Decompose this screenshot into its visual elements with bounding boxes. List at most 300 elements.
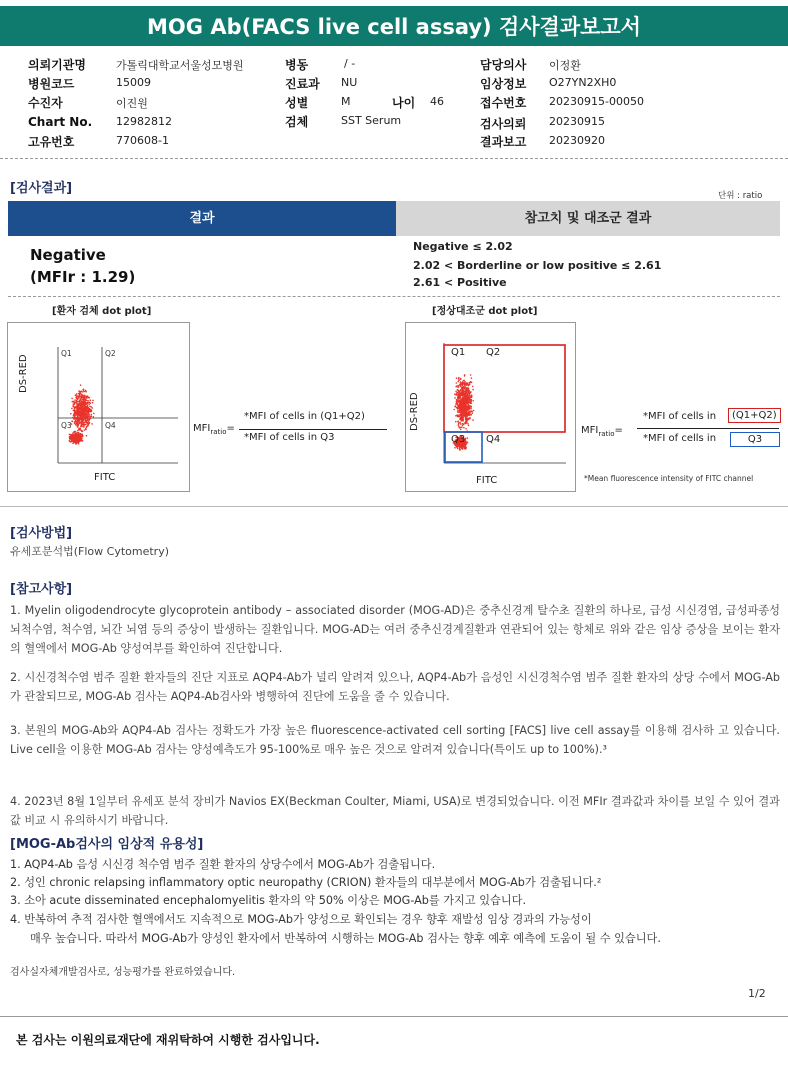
dot-point [87, 415, 89, 417]
reference-column-header: 참고치 및 대조군 결과 [396, 201, 780, 236]
label-ward: 병동 [285, 58, 309, 72]
control-fraction-bar [637, 428, 779, 429]
dot-point [89, 418, 91, 420]
dot-point [457, 416, 459, 418]
dot-point [470, 381, 472, 383]
dot-point [75, 407, 77, 409]
dot-point [456, 399, 458, 401]
dot-point [467, 414, 469, 416]
dot-point [464, 394, 466, 396]
dot-point [468, 392, 470, 394]
patient-q3-label: Q3 [61, 421, 72, 430]
dot-point [86, 414, 88, 416]
dot-point [472, 412, 474, 414]
dot-point [456, 402, 458, 404]
dot-point [462, 404, 464, 406]
dot-point [78, 411, 80, 413]
dot-point [472, 386, 474, 388]
value-department: NU [341, 76, 358, 89]
dot-point [471, 396, 473, 398]
dot-point [458, 391, 460, 393]
clinical-item-4-continued: 매우 높습니다. 따라서 MOG-Ab가 양성인 환자에서 반복하여 시행하는 MOG-Ab 검사는 향후 예후 예측에 도움이 될 수 있습니다. [30, 932, 661, 945]
dot-point [80, 398, 82, 400]
unit-label: 단위 : ratio [718, 191, 763, 201]
dot-point [457, 390, 459, 392]
label-department: 진료과 [285, 77, 320, 91]
note-item-3: 3. 본원의 MOG-Ab와 AQP4-Ab 검사는 정확도가 가장 높은 fluorescence-activated cell sorting [FACS] live cell assay를 이용해 검사하 고 있습니다. Live cell을 이용한 MOG-Ab 검사는 양성예측도가 95-100%로 매우 높은 것으로 알려져 있습니다(특이도 up to 100%).³ [10, 724, 780, 756]
dot-point [455, 421, 457, 423]
dot-point [69, 440, 71, 442]
dot-point [73, 431, 75, 433]
dot-point [73, 438, 75, 440]
dot-point [462, 390, 464, 392]
dot-point [72, 421, 74, 423]
dot-point [454, 393, 456, 395]
dot-point [93, 416, 95, 418]
dot-point [457, 408, 459, 410]
dot-point [83, 412, 85, 414]
clinical-item-3: 3. 소아 acute disseminated encephalomyelitis 환자의 약 50% 이상은 MOG-Ab를 가지고 있습니다. [10, 894, 526, 907]
dot-point [74, 413, 76, 415]
dot-point [465, 392, 467, 394]
dot-point [79, 419, 81, 421]
dot-point [82, 391, 84, 393]
dot-point [82, 435, 84, 437]
dot-point [77, 416, 79, 418]
dot-point [458, 385, 460, 387]
dot-point [461, 415, 463, 417]
dot-point [82, 421, 84, 423]
dot-point [468, 413, 470, 415]
dot-point [86, 427, 88, 429]
dot-point [459, 422, 461, 424]
control-denominator-text: *MFI of cells in [643, 433, 717, 444]
report-title: MOG Ab(FACS live cell assay) 검사결과보고서 [0, 6, 788, 46]
dot-point [466, 398, 468, 400]
dot-point [463, 387, 465, 389]
dot-point [469, 418, 471, 420]
dot-point [459, 384, 461, 386]
dot-point [75, 394, 77, 396]
dot-point [463, 383, 465, 385]
dot-point [465, 421, 467, 423]
dot-point [465, 382, 467, 384]
dot-point [90, 409, 92, 411]
dot-point [461, 420, 463, 422]
dot-point [471, 400, 473, 402]
notes-heading: [참고사항] [10, 582, 73, 597]
dot-point [456, 382, 458, 384]
label-requesting-institution: 의뢰기관명 [28, 58, 86, 72]
dot-point [81, 412, 83, 414]
dot-point [83, 425, 85, 427]
dot-point [465, 406, 467, 408]
dot-point [80, 391, 82, 393]
mfi-subscript: ratio [210, 428, 227, 436]
dot-point [74, 409, 76, 411]
dot-point [80, 421, 82, 423]
dot-point [76, 421, 78, 423]
dot-point [458, 400, 460, 402]
dot-point [86, 397, 88, 399]
dot-point [72, 435, 74, 437]
dot-point [472, 419, 474, 421]
label-receipt-no: 접수번호 [480, 96, 527, 110]
dot-point [87, 396, 89, 398]
dot-point [84, 395, 86, 397]
dot-point [76, 419, 78, 421]
dot-point [71, 398, 73, 400]
dot-point [458, 395, 460, 397]
dot-point [74, 402, 76, 404]
dot-point [469, 402, 471, 404]
dot-point [87, 408, 89, 410]
result-value: Negative [30, 246, 106, 264]
reference-negative: Negative ≤ 2.02 [413, 240, 513, 253]
dot-point [91, 414, 93, 416]
dot-point [472, 400, 474, 402]
dot-point [454, 397, 456, 399]
patient-q4-label: Q4 [105, 421, 116, 430]
patient-denominator: *MFI of cells in Q3 [244, 432, 335, 443]
patient-fraction-bar [239, 429, 387, 430]
value-clinical-info: O27YN2XH0 [549, 76, 617, 89]
dot-point [89, 416, 91, 418]
patient-dot-plot [7, 322, 190, 492]
dot-point [466, 384, 468, 386]
label-specimen: 검체 [285, 115, 309, 129]
value-request-date: 20230915 [549, 115, 605, 128]
control-x-axis-label: FITC [476, 475, 498, 486]
dot-point [83, 404, 85, 406]
dot-point [87, 425, 89, 427]
validation-note: 검사실자체개발검사로, 성능평가를 완료하였습니다. [10, 967, 236, 978]
mfi-text: MFI [581, 425, 599, 436]
dot-point [465, 428, 467, 430]
dot-point [85, 418, 87, 420]
dot-point [464, 381, 466, 383]
label-age: 나이 [392, 96, 416, 110]
dot-point [74, 411, 76, 413]
dot-point [460, 395, 462, 397]
dot-point [456, 377, 458, 379]
note-item-4: 4. 2023년 8월 1일부터 유세포 분석 장비가 Navios EX(Beckman Coulter, Miami, USA)로 변경되었습니다. 이전 MFIr 결과값과 차이를 보일 수 있어 결과값 비교 시 유의하시기 바랍니다. [10, 795, 780, 827]
dot-point [459, 427, 461, 429]
dot-point [86, 400, 88, 402]
dot-point [82, 410, 84, 412]
dot-point [77, 441, 79, 443]
dot-point [74, 422, 76, 424]
dot-point [85, 404, 87, 406]
dot-point [454, 406, 456, 408]
dot-point [467, 437, 469, 439]
dot-point [471, 377, 473, 379]
control-numerator-text: *MFI of cells in [643, 411, 717, 422]
dot-point [86, 408, 88, 410]
dot-point [70, 413, 72, 415]
dot-point [462, 400, 464, 402]
dot-point [464, 402, 466, 404]
dot-point [459, 409, 461, 411]
dot-point [72, 401, 74, 403]
dot-point [85, 424, 87, 426]
dot-point [458, 398, 460, 400]
patient-dot-cloud [69, 384, 95, 444]
dot-point [86, 435, 88, 437]
control-dot-plot [405, 322, 576, 492]
note-item-1: 1. Myelin oligodendrocyte glycoprotein antibody – associated disorder (MOG-AD)은 중추신경계 탈수초 질환의 하나로, 급성 시신경염, 급성파종성 뇌척수염, 척수염, 뇌간 뇌염 등의 증상이 발생하는 질환입니다. MOG-AD는 여러 중추신경계질환과 연관되어 있는 항체로 위와 같은 임상 증상을 보이는 환자의 혈액에서 MOG-Ab 양성여부를 확인하여 진단합니다. [10, 604, 780, 655]
label-physician: 담당의사 [480, 58, 527, 72]
control-q3-label: Q3 [451, 434, 466, 445]
dot-point [468, 387, 470, 389]
dot-point [75, 439, 77, 441]
dot-point [84, 405, 86, 407]
method-heading: [검사방법] [10, 526, 73, 541]
dot-point [72, 437, 74, 439]
dot-point [75, 424, 77, 426]
dot-point [82, 395, 84, 397]
label-request-date: 검사의뢰 [480, 117, 527, 131]
value-receipt-no: 20230915-00050 [549, 95, 644, 108]
dot-point [73, 404, 75, 406]
dot-point [471, 394, 473, 396]
dot-point [69, 434, 71, 436]
dot-point [464, 413, 466, 415]
dot-point [460, 390, 462, 392]
dot-point [468, 406, 470, 408]
mfi-text: MFI [193, 423, 211, 434]
dot-point [460, 397, 462, 399]
dot-point [78, 407, 80, 409]
dot-point [466, 410, 468, 412]
dot-point [459, 447, 461, 449]
dot-point [74, 415, 76, 417]
dot-point [83, 398, 85, 400]
dot-point [458, 405, 460, 407]
dot-point [463, 380, 465, 382]
dot-point [457, 410, 459, 412]
dot-point [87, 406, 89, 408]
dot-point [93, 413, 95, 415]
dot-point [461, 413, 463, 415]
dot-point [457, 446, 459, 448]
dot-point [464, 375, 466, 377]
dot-point [458, 378, 460, 380]
dot-point [77, 409, 79, 411]
dot-point [463, 393, 465, 395]
dot-point [84, 415, 86, 417]
dot-point [84, 397, 86, 399]
reference-borderline: 2.02 < Borderline or low positive ≤ 2.61 [413, 259, 662, 272]
dot-point [72, 443, 74, 445]
dot-point [71, 441, 73, 443]
dot-point [467, 419, 469, 421]
dot-point [71, 408, 73, 410]
dot-point [72, 417, 74, 419]
dot-point [78, 390, 80, 392]
dot-point [466, 387, 468, 389]
dot-point [462, 425, 464, 427]
label-unique-no: 고유번호 [28, 135, 75, 149]
mfi-subscript: ratio [598, 430, 615, 438]
value-specimen: SST Serum [341, 114, 402, 127]
dot-point [80, 440, 82, 442]
dot-point [75, 442, 77, 444]
dot-point [468, 411, 470, 413]
patient-y-axis-label: DS-RED [18, 354, 29, 393]
dot-point [458, 379, 460, 381]
dot-point [80, 384, 82, 386]
dot-point [467, 383, 469, 385]
dot-point [87, 411, 89, 413]
dot-point [473, 410, 475, 412]
dot-point [472, 389, 474, 391]
dot-point [91, 423, 93, 425]
dot-point [86, 402, 88, 404]
control-mfi-label [581, 425, 623, 438]
page-number: 1/2 [748, 987, 766, 1000]
clinical-item-1: 1. AQP4-Ab 음성 시신경 척수염 범주 질환 환자의 상당수에서 MOG-Ab가 검출됩니다. [10, 858, 436, 871]
control-denominator-box: Q3 [730, 432, 780, 447]
dot-point [460, 406, 462, 408]
dot-point [74, 399, 76, 401]
dot-point [470, 374, 472, 376]
dot-point [464, 386, 466, 388]
header-info [0, 54, 788, 150]
dot-point [468, 408, 470, 410]
dot-point [465, 418, 467, 420]
patient-numerator: *MFI of cells in (Q1+Q2) [244, 411, 365, 422]
dot-point [82, 414, 84, 416]
dot-point [88, 404, 90, 406]
value-sex: M [341, 95, 351, 108]
control-q1-label: Q1 [451, 347, 466, 358]
dot-point [469, 382, 471, 384]
dot-point [76, 400, 78, 402]
dot-point [89, 422, 91, 424]
dot-point [457, 411, 459, 413]
dot-point [83, 420, 85, 422]
dot-point [453, 409, 455, 411]
dot-point [465, 390, 467, 392]
dot-point [79, 401, 81, 403]
reference-positive: 2.61 < Positive [413, 276, 507, 289]
control-q4-label: Q4 [486, 434, 501, 445]
label-report-date: 결과보고 [480, 135, 527, 149]
dot-point [457, 381, 459, 383]
label-clinical-info: 임상정보 [480, 77, 527, 91]
patient-plot-title: [환자 검체 dot plot] [52, 306, 152, 317]
dot-point [464, 422, 466, 424]
dot-point [76, 393, 78, 395]
dot-point [81, 394, 83, 396]
label-hospital-code: 병원코드 [28, 77, 75, 91]
dot-point [455, 415, 457, 417]
control-plot-title: [정상대조군 dot plot] [432, 306, 538, 317]
dot-point [84, 422, 86, 424]
mfi-footnote: *Mean fluorescence intensity of FITC channel [584, 474, 754, 483]
dot-point [79, 404, 81, 406]
dot-point [84, 413, 86, 415]
dot-point [469, 391, 471, 393]
dot-point [80, 418, 82, 420]
result-column-header: 결과 [8, 201, 396, 236]
dot-point [73, 418, 75, 420]
value-age: 46 [430, 95, 444, 108]
dot-point [81, 397, 83, 399]
dot-point [455, 391, 457, 393]
dot-point [76, 396, 78, 398]
dot-point [461, 417, 463, 419]
clinical-item-4: 4. 반복하여 추적 검사한 혈액에서도 지속적으로 MOG-Ab가 양성으로 확인되는 경우 향후 재발성 임상 경과의 가능성이 [10, 913, 592, 926]
dot-point [457, 420, 459, 422]
dot-point [92, 402, 94, 404]
dot-point [462, 416, 464, 418]
dot-point [76, 407, 78, 409]
dot-point [468, 425, 470, 427]
dot-point [458, 393, 460, 395]
dot-point [463, 409, 465, 411]
result-mfir: (MFIr : 1.29) [30, 268, 136, 286]
dot-point [468, 395, 470, 397]
dot-point [78, 432, 80, 434]
dot-point [464, 447, 466, 449]
dot-point [460, 403, 462, 405]
dot-point [80, 438, 82, 440]
dot-point [465, 396, 467, 398]
header-divider [0, 158, 788, 159]
dot-point [85, 422, 87, 424]
value-report-date: 20230920 [549, 134, 605, 147]
dot-point [83, 417, 85, 419]
dot-point [80, 410, 82, 412]
dot-point [467, 394, 469, 396]
dot-point [73, 435, 75, 437]
value-unique-no: 770608-1 [116, 134, 169, 147]
dot-point [456, 403, 458, 405]
dot-point [469, 383, 471, 385]
dot-point [461, 395, 463, 397]
dot-point [80, 426, 82, 428]
label-chart-no: Chart No. [28, 115, 93, 129]
mfi-equals: = [614, 425, 623, 436]
dot-point [460, 429, 462, 431]
dot-point [79, 408, 81, 410]
dot-point [460, 401, 462, 403]
dot-point [459, 449, 461, 451]
dot-point [462, 398, 464, 400]
dot-point [460, 423, 462, 425]
note-item-2: 2. 시신경척수염 범주 질환 환자들의 진단 지표로 AQP4-Ab가 널리 알려져 있으나, AQP4-Ab가 음성인 시신경척수염 범주 질환 환자의 상당 수에서 MOG-Ab가 관찰되므로, MOG-Ab 검사는 AQP4-Ab검사와 병행하여 진단에 도움을 줄 수 있습니다. [10, 671, 780, 703]
value-requesting-institution: 가톨릭대학교서울성모병원 [116, 59, 244, 72]
dot-point [471, 414, 473, 416]
clinical-heading: [MOG-Ab검사의 임상적 유용성] [10, 837, 204, 852]
dot-point [465, 411, 467, 413]
dot-point [467, 423, 469, 425]
dot-point [90, 411, 92, 413]
dot-point [467, 442, 469, 444]
dot-point [81, 431, 83, 433]
control-q2-label: Q2 [486, 347, 501, 358]
dot-point [456, 394, 458, 396]
dot-point [462, 423, 464, 425]
dot-point [75, 433, 77, 435]
dot-point [462, 418, 464, 420]
plots-divider [0, 506, 788, 507]
value-ward: / - [344, 57, 356, 70]
dot-point [81, 400, 83, 402]
dot-point [459, 416, 461, 418]
